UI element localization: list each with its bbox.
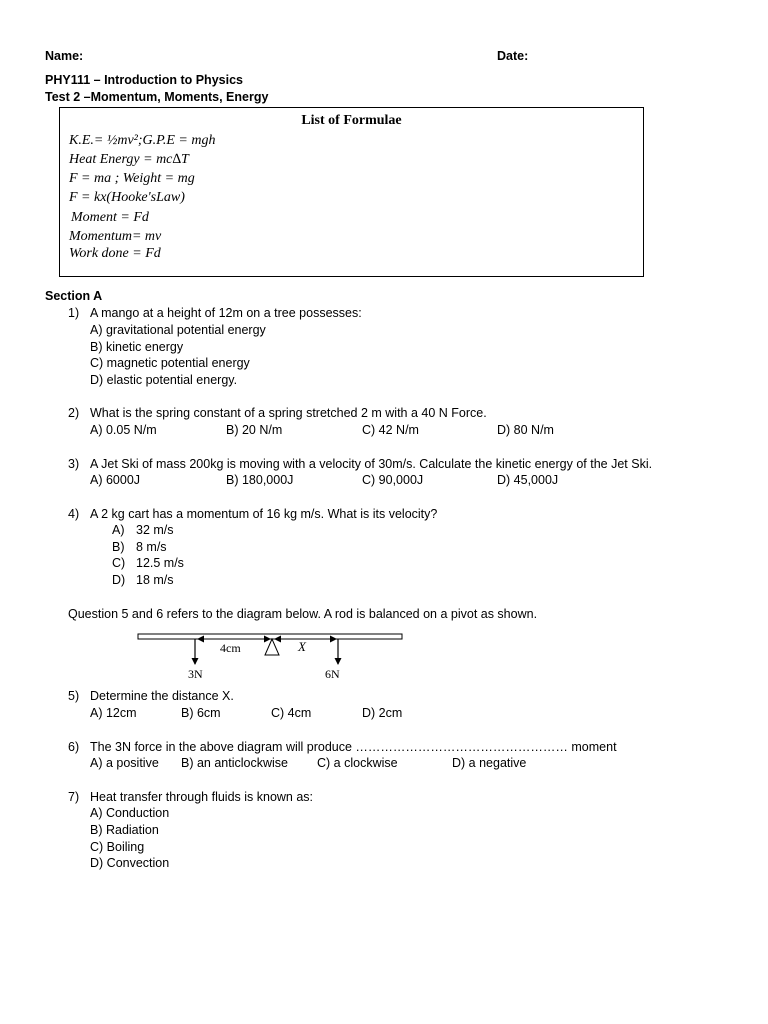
option-value: 12.5 m/s	[136, 556, 184, 570]
question-number: 7)	[68, 790, 80, 804]
question-text: Determine the distance X.	[90, 689, 234, 703]
formula-work: Work done = Fd	[69, 246, 161, 261]
option: C) 42 N/m	[362, 423, 419, 437]
option: C) 4cm	[271, 706, 312, 720]
option: B) 180,000J	[226, 473, 294, 487]
option: D) 2cm	[362, 706, 403, 720]
option: A) 12cm	[90, 706, 137, 720]
option: B) Radiation	[90, 823, 159, 837]
rod	[138, 634, 402, 639]
question-number: 2)	[68, 406, 80, 420]
question-number: 5)	[68, 689, 80, 703]
formula-momentum: Momentum= mv	[69, 229, 162, 244]
option-letter: B)	[112, 540, 125, 554]
option-value: 8 m/s	[136, 540, 167, 554]
option: B) 6cm	[181, 706, 221, 720]
section-heading: Section A	[45, 289, 103, 303]
question-text: The 3N force in the above diagram will produce …………………………………………… moment	[90, 740, 617, 754]
option: D) a negative	[452, 756, 527, 770]
question-text: Heat transfer through fluids is known as:	[90, 790, 314, 804]
option-letter: A)	[112, 523, 125, 537]
option-letter: C)	[112, 556, 126, 570]
force-label-left: 3N	[188, 667, 203, 681]
formula-hooke: F = kx(Hooke'sLaw)	[69, 190, 185, 205]
distance-label-right: X	[298, 639, 306, 654]
option: C) 90,000J	[362, 473, 424, 487]
formula-energy: K.E.= ½mv²;G.P.E = mgh	[69, 133, 216, 148]
question-text: What is the spring constant of a spring stretched 2 m with a 40 N Force.	[90, 406, 487, 420]
date-label: Date:	[497, 49, 529, 63]
option: B) an anticlockwise	[181, 756, 288, 770]
question-text: A Jet Ski of mass 200kg is moving with a velocity of 30m/s. Calculate the kinetic energy of the Jet Ski.	[90, 457, 653, 471]
question-text: A mango at a height of 12m on a tree possesses:	[90, 306, 362, 320]
rod-diagram	[130, 628, 420, 686]
option: C) Boiling	[90, 840, 145, 854]
option-value: 18 m/s	[136, 573, 174, 587]
formulae-title: List of Formulae	[301, 113, 402, 128]
course-title: PHY111 – Introduction to Physics	[45, 73, 243, 87]
question-number: 3)	[68, 457, 80, 471]
option: A) 0.05 N/m	[90, 423, 157, 437]
option: D) 45,000J	[497, 473, 559, 487]
name-label: Name:	[45, 49, 84, 63]
option: A) gravitational potential energy	[90, 323, 266, 337]
diagram-intro: Question 5 and 6 refers to the diagram below. A rod is balanced on a pivot as shown.	[68, 607, 538, 621]
option: B) kinetic energy	[90, 340, 184, 354]
option: C) a clockwise	[317, 756, 398, 770]
formula-force: F = ma ; Weight = mg	[69, 171, 195, 186]
option: D) 80 N/m	[497, 423, 554, 437]
question-number: 4)	[68, 507, 80, 521]
formula-heat: Heat Energy = mc∆T	[69, 152, 189, 167]
force-label-right: 6N	[325, 667, 340, 681]
option-letter: D)	[112, 573, 126, 587]
option: A) 6000J	[90, 473, 141, 487]
option: B) 20 N/m	[226, 423, 283, 437]
option: A) Conduction	[90, 806, 170, 820]
distance-label-left: 4cm	[220, 641, 241, 655]
question-text: A 2 kg cart has a momentum of 16 kg m/s. What is its velocity?	[90, 507, 438, 521]
question-number: 6)	[68, 740, 80, 754]
option: D) elastic potential energy.	[90, 373, 238, 387]
question-number: 1)	[68, 306, 80, 320]
formulae-box	[59, 107, 644, 277]
test-title: Test 2 –Momentum, Moments, Energy	[45, 90, 269, 104]
option: D) Convection	[90, 856, 170, 870]
formula-moment: Moment = Fd	[71, 210, 149, 225]
option-value: 32 m/s	[136, 523, 174, 537]
pivot-icon	[265, 639, 279, 655]
option: C) magnetic potential energy	[90, 356, 250, 370]
option: A) a positive	[90, 756, 159, 770]
